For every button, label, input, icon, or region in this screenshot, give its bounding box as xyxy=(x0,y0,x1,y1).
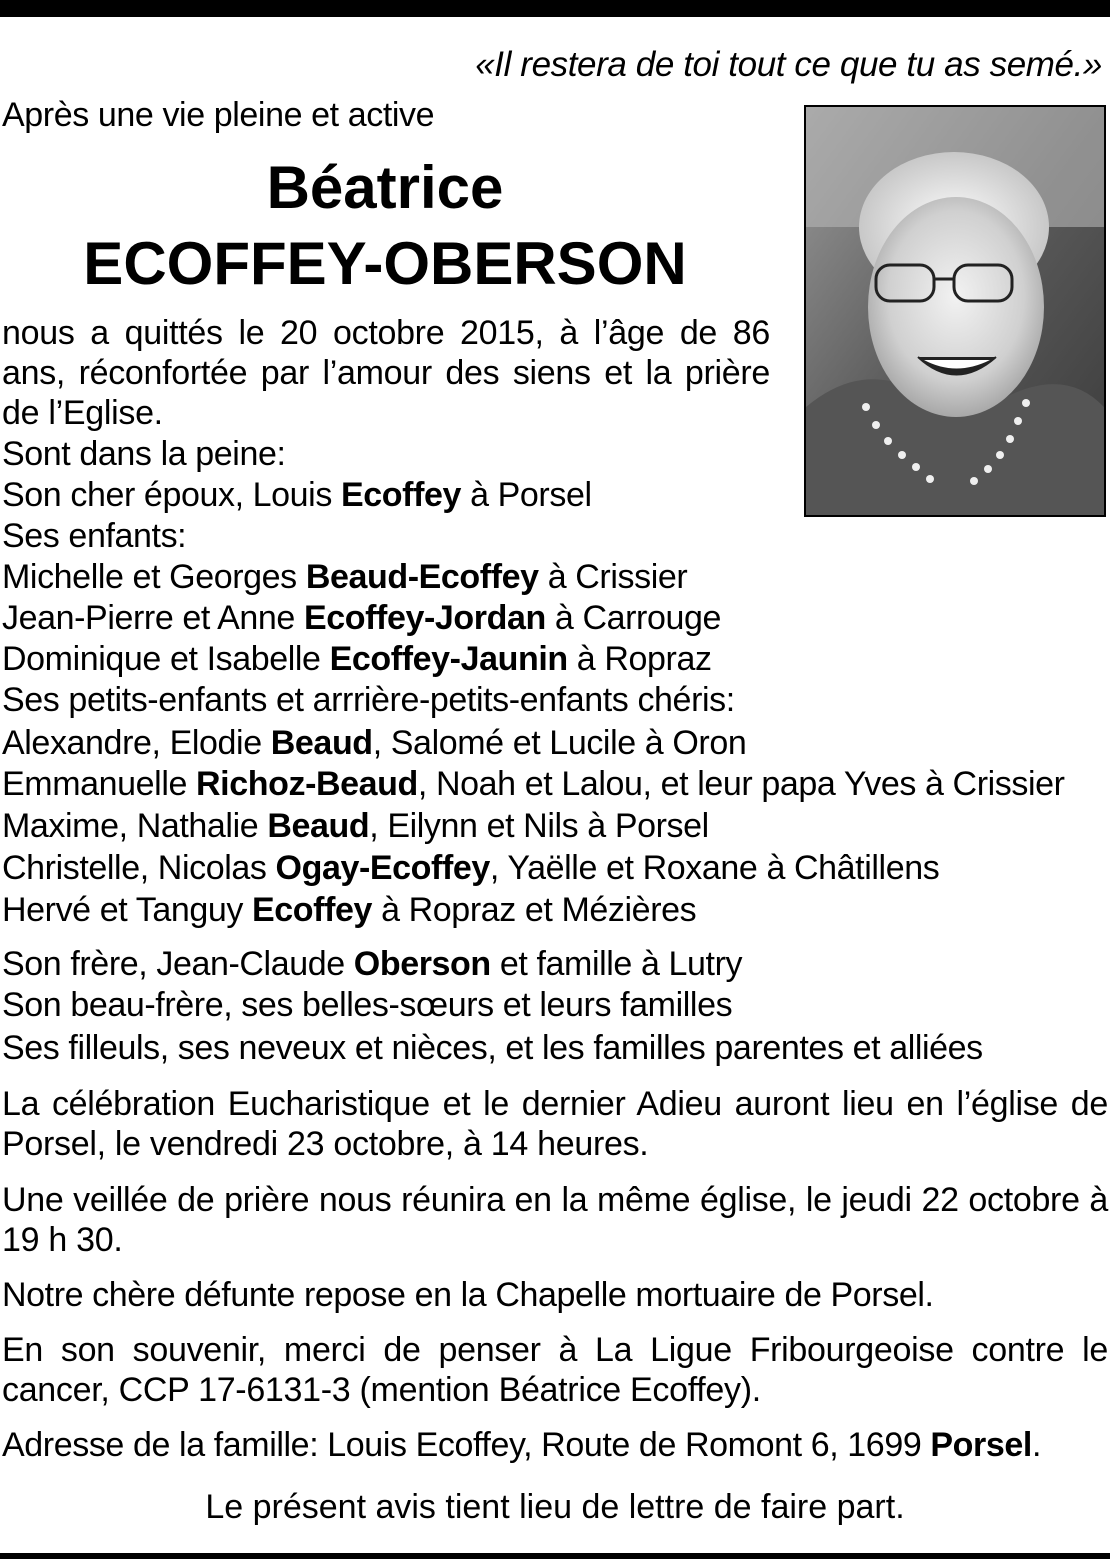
intro-line: Après une vie pleine et active xyxy=(2,96,435,134)
ceremony-paragraph: La célébration Eucharistique et le dernier Adieu auront lieu en l’église de Porsel, le vendredi 23 octobre, à 14 heures. xyxy=(2,1085,1108,1163)
grandchild-line: Emmanuelle Richoz-Beaud, Noah et Lalou, et leur papa Yves à Crissier xyxy=(2,765,1065,803)
grandchild-line: Hervé et Tanguy Ecoffey à Ropraz et Mézières xyxy=(2,891,697,929)
brother-line: Son frère, Jean-Claude Oberson et famille à Lutry xyxy=(2,945,743,983)
top-rule xyxy=(0,0,1110,17)
portrait-photo xyxy=(804,105,1106,517)
deceased-last-name: ECOFFEY-OBERSON xyxy=(83,230,687,297)
child-line: Jean-Pierre et Anne Ecoffey-Jordan à Carrouge xyxy=(2,599,722,637)
relatives-line: Ses filleuls, ses neveux et nièces, et les familles parentes et alliées xyxy=(2,1029,983,1067)
vigil-paragraph: Une veillée de prière nous réunira en la même église, le jeudi 22 octobre à 19 h 30. xyxy=(2,1181,1108,1259)
bottom-rule xyxy=(0,1553,1110,1559)
donation-paragraph: En son souvenir, merci de penser à La Ligue Fribourgeoise contre le cancer, CCP 17-6131-3 (mention Béatrice Ecoffey). xyxy=(2,1331,1108,1409)
grandchild-line: Maxime, Nathalie Beaud, Eilynn et Nils à Porsel xyxy=(2,807,709,845)
grandchild-line: Christelle, Nicolas Ogay-Ecoffey, Yaëlle et Roxane à Châtillens xyxy=(2,849,940,887)
deceased-first-name: Béatrice xyxy=(266,154,504,221)
grandchildren-heading: Ses petits-enfants et arrrière-petits-enfants chéris: xyxy=(2,681,735,719)
epitaph-quote: «Il restera de toi tout ce que tu as semé.» xyxy=(475,45,1102,84)
children-heading: Ses enfants: xyxy=(2,517,187,555)
mourners-heading: Sont dans la peine: xyxy=(2,435,286,473)
rest-paragraph: Notre chère défunte repose en la Chapelle mortuaire de Porsel. xyxy=(2,1276,934,1314)
closing-line: Le présent avis tient lieu de lettre de faire part. xyxy=(205,1488,905,1526)
grandchild-line: Alexandre, Elodie Beaud, Salomé et Lucile à Oron xyxy=(2,724,747,762)
spouse-line: Son cher époux, Louis Ecoffey à Porsel xyxy=(2,476,592,514)
family-address: Adresse de la famille: Louis Ecoffey, Route de Romont 6, 1699 Porsel. xyxy=(2,1426,1041,1464)
in-laws-line: Son beau-frère, ses belles-sœurs et leurs familles xyxy=(2,986,733,1024)
child-line: Michelle et Georges Beaud-Ecoffey à Crissier xyxy=(2,558,688,596)
death-notice: nous a quittés le 20 octobre 2015, à l’âge de 86 ans, réconfortée par l’amour des siens et la prière de l’Eglise. xyxy=(2,314,770,432)
child-line: Dominique et Isabelle Ecoffey-Jaunin à Ropraz xyxy=(2,640,712,678)
portrait-image xyxy=(806,107,1104,515)
